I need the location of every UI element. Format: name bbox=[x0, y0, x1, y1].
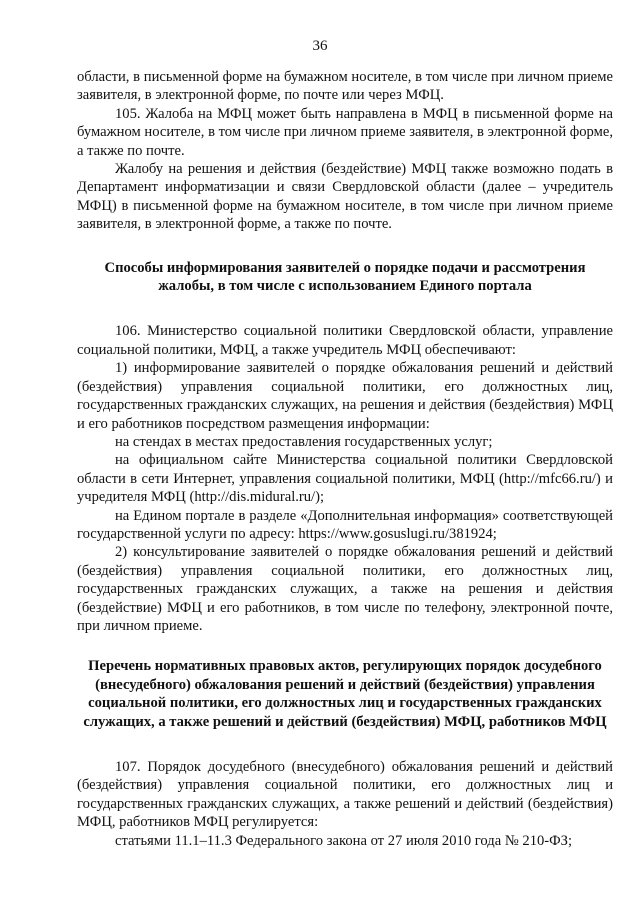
paragraph-106: 106. Министерство социальной политики Свердловской области, управление социальной политики, МФЦ, а также учредитель МФЦ обеспечивают: bbox=[77, 323, 613, 358]
paragraph-107: 107. Порядок досудебного (внесудебного) обжалования решений и действий (бездействия) управления социальной политики, его должностных лиц и государственных гражданских служащих, а также решений и действий (бездействия) МФЦ, работников МФЦ регулируется: bbox=[77, 759, 613, 831]
list-item-official-site: на официальном сайте Министерства социальной политики Свердловской области в сети Интернет, управления социальной политики, МФЦ (http://mfc66.ru/) и учредителя МФЦ (http://dis.midural.ru/); bbox=[77, 452, 613, 506]
section-heading-informing: Способы информирования заявителей о порядке подачи и рассмотрения жалобы, в том числе с использованием Единого портала bbox=[104, 259, 586, 295]
list-item-stands: на стендах в местах предоставления государственных услуг; bbox=[115, 433, 493, 450]
list-item-unified-portal: на Едином портале в разделе «Дополнительная информация» соответствующей государственной услуги по адресу: https://www.gosuslugi.ru/381924; bbox=[77, 507, 613, 542]
paragraph-continuation: области, в письменной форме на бумажном носителе, в том числе при личном приеме заявителя, в электронной форме, по почте или через МФЦ. bbox=[77, 69, 613, 104]
paragraph-complaint-mfc: Жалобу на решения и действия (бездействие) МФЦ также возможно подать в Департамент информатизации и связи Свердловской области (далее – учредитель МФЦ) в письменной форме на бумажном носителе, в том числе при личном приеме заявителя, в электронной форме, а также по почте. bbox=[77, 161, 613, 233]
paragraph-105: 105. Жалоба на МФЦ может быть направлена в МФЦ в письменной форме на бумажном носителе, в том числе при личном приеме заявителя, в электронной форме, а также по почте. bbox=[77, 105, 613, 159]
document-body bbox=[77, 68, 613, 850]
list-item-federal-law: статьями 11.1–11.3 Федерального закона от 27 июля 2010 года № 210-ФЗ; bbox=[115, 832, 573, 849]
page-number: 36 bbox=[312, 38, 328, 54]
section-heading-legal-acts: Перечень нормативных правовых актов, регулирующих порядок досудебного (внесудебного) обжалования решений и действий (бездействия) управления социальной политики, его должностных лиц и государственных гражданских служащих, а также решений и действий (бездействия) МФЦ, работников МФЦ bbox=[83, 658, 607, 730]
list-item-consulting: 2) консультирование заявителей о порядке обжалования решений и действий (бездействия) управления социальной политики, его должностных лиц, государственных гражданских служащих, а также на решения и действия (бездействие) МФЦ и его работников, в том числе по телефону, электронной почте, при личном приеме. bbox=[77, 544, 613, 634]
list-item-informing: 1) информирование заявителей о порядке обжалования решений и действий (бездействия) управления социальной политики, его должностных лиц, государственных гражданских служащих, на решения и действия (бездействия) МФЦ и его работников посредством размещения информации: bbox=[77, 360, 613, 432]
